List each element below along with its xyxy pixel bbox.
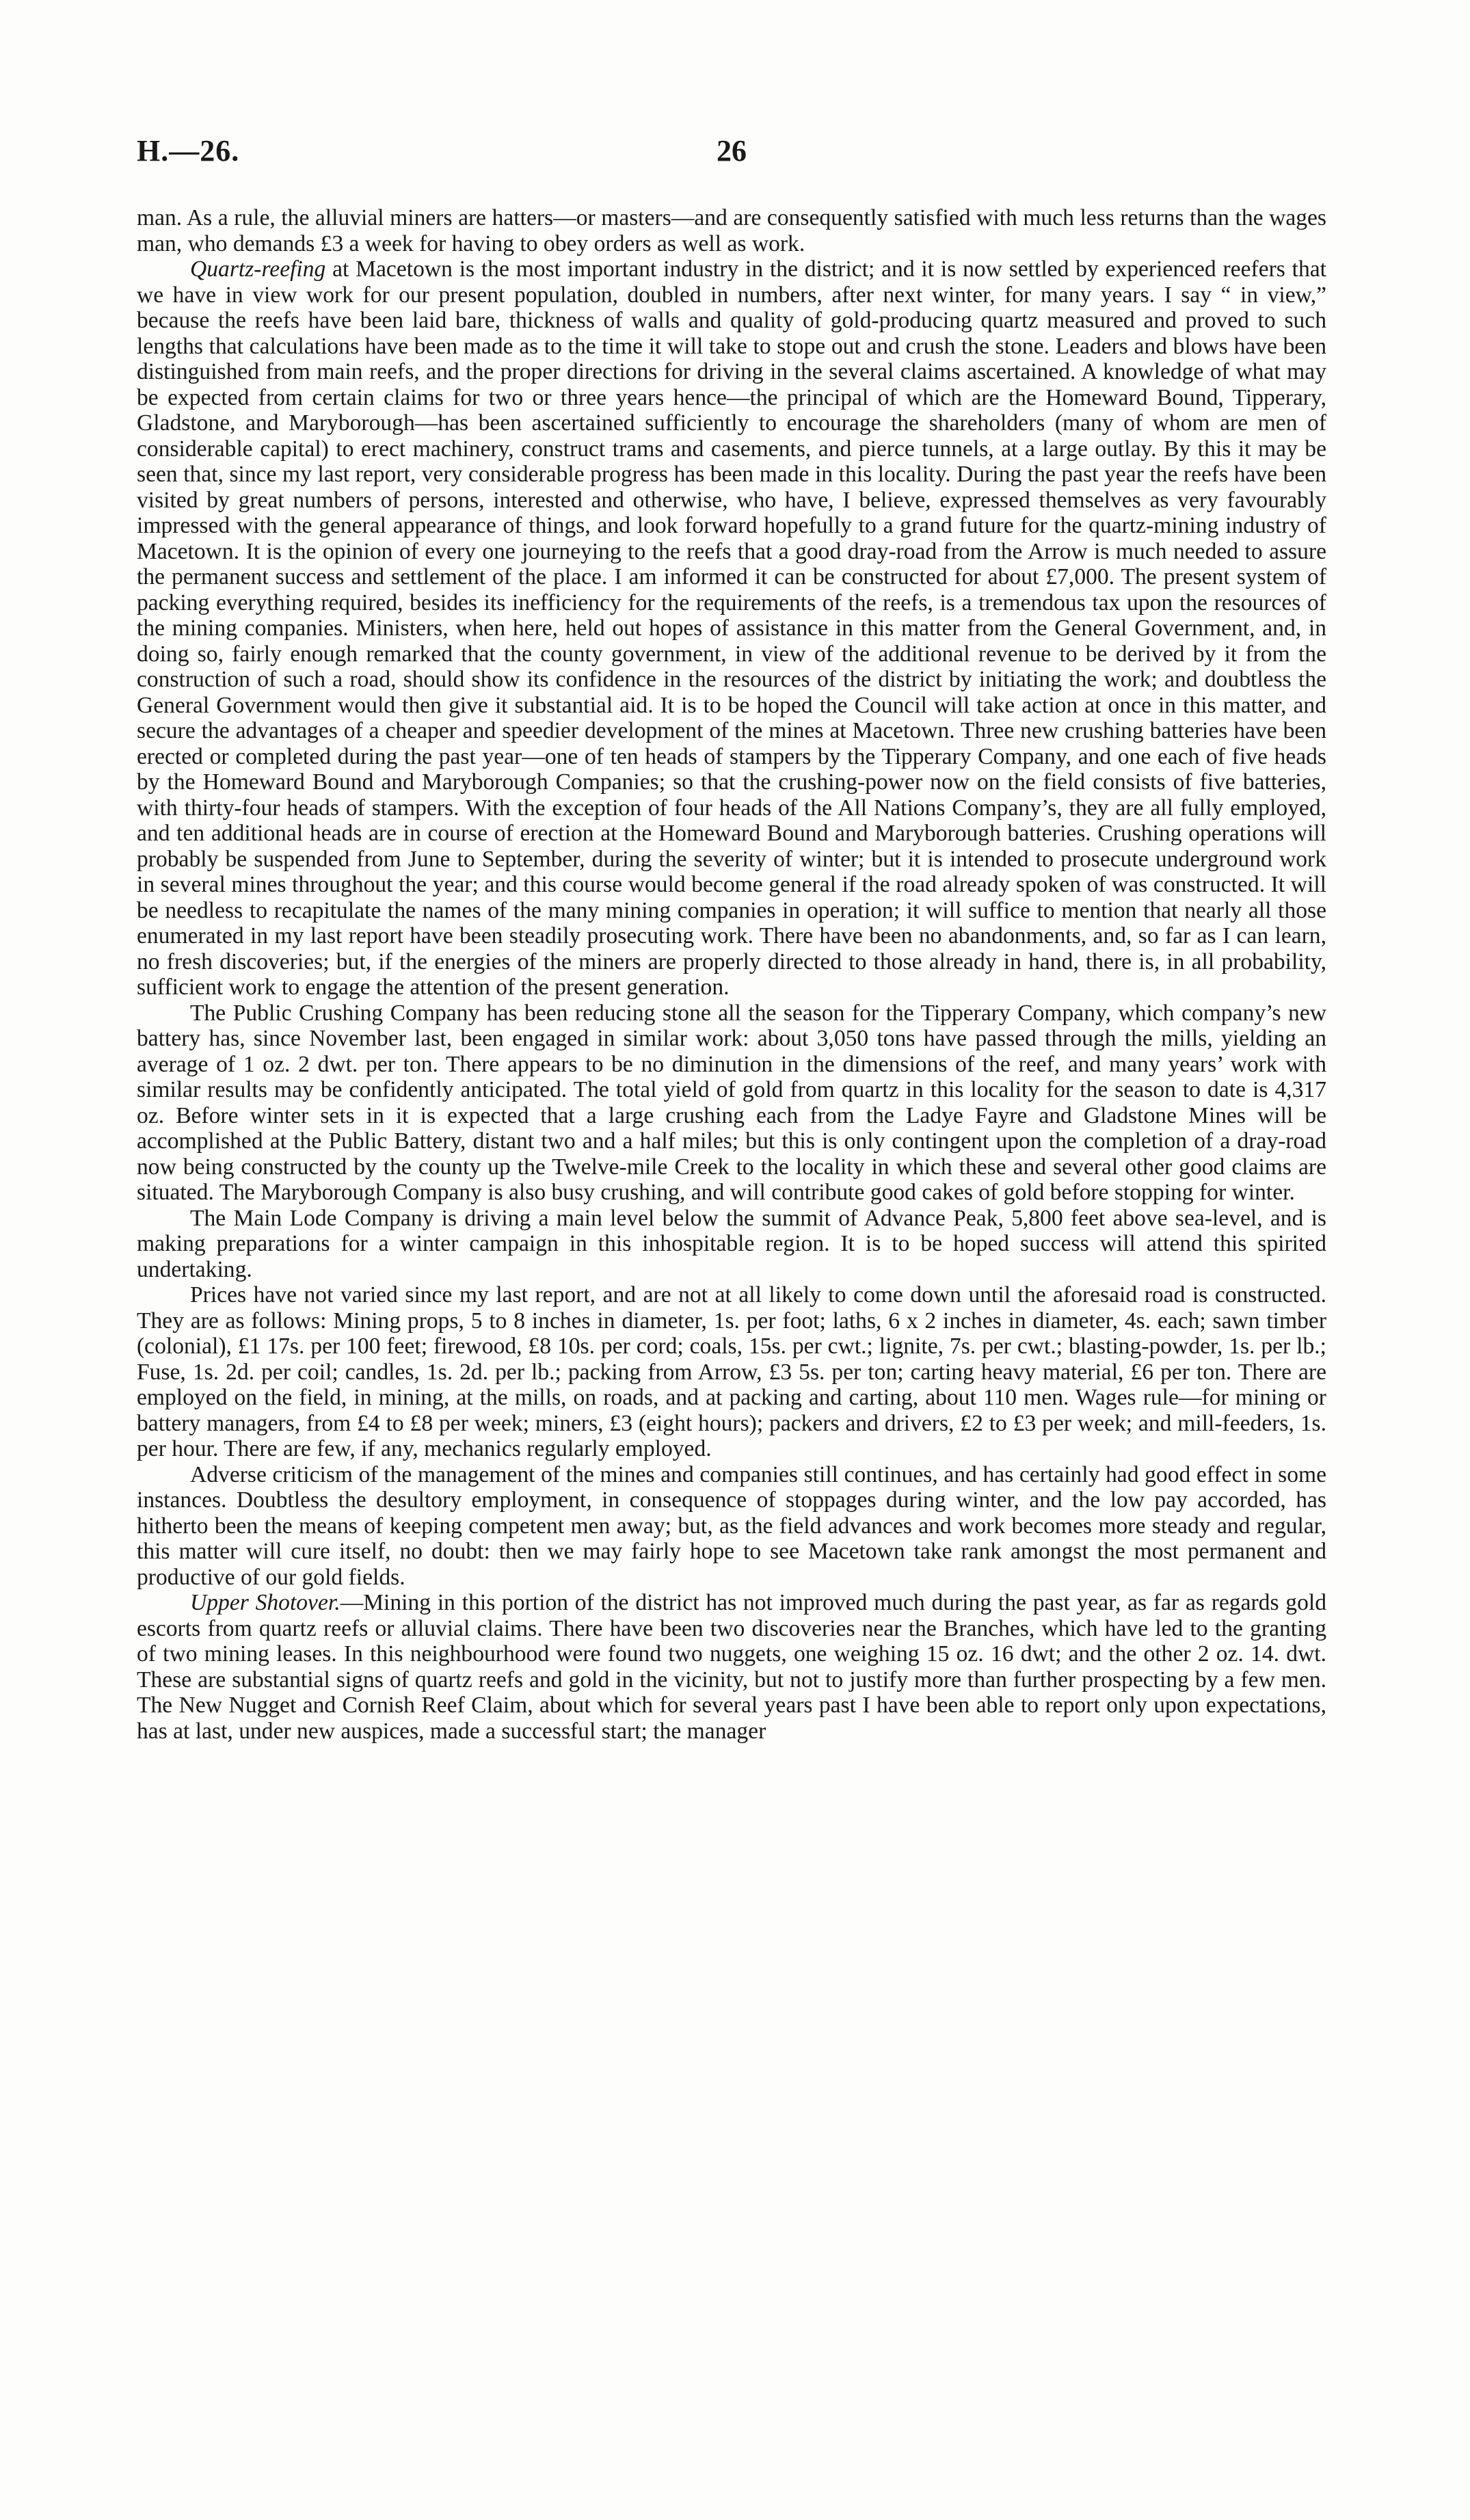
paragraph-text: Prices have not varied since my last report, and are not at all likely to come down until the aforesaid road is constructed. They are as follows: Mining props, 5 to 8 inches in diameter, 1s. per foot; laths, 6 x 2 inches in diameter, 4s. each; sawn timber (colonial), £1 17s. per 100 feet; firewood, £8 10s. per cord; coals, 15s. per cwt.; lignite, 7s. per cwt.; blasting-powder, 1s. per lb.; Fuse, 1s. 2d. per coil; candles, 1s. 2d. per lb.; packing from Arrow, £3 5s. per ton; carting heavy material, £6 per ton. There are employed on the field, in mining, at the mills, on roads, and at packing and carting, about 110 men. Wages rule—for mining or battery managers, from £4 to £8 per week; miners, £3 (eight hours); packers and drivers, £2 to £3 per week; and mill-feeders, 1s. per hour. There are few, if any, mechanics regularly employed.	[137, 1282, 1326, 1461]
paragraph-text: —Mining in this portion of the district has not improved much during the past year, as far as regards gold escorts from quartz reefs or alluvial claims. There have been two discoveries near the Branches, which have led to the granting of two mining leases. In this neighbourhood were found two nuggets, one weighing 15 oz. 16 dwt; and the other 2 oz. 14. dwt. These are substantial signs of quartz reefs and gold in the vicinity, but not to justify more than further prospecting by a few men. The New Nugget and Cornish Reef Claim, about which for several years past I have been able to report only upon expectations, has at last, under new auspices, made a successful start; the manager	[137, 1590, 1326, 1744]
page-header	[137, 133, 1326, 181]
document-reference: H.—26.	[137, 134, 240, 168]
paragraph-text: man. As a rule, the alluvial miners are hatters—or masters—and are consequently satisfied with much less returns than the wages man, who demands £3 a week for having to obey orders as well as work.	[137, 205, 1326, 256]
paragraph-public-crushing	[137, 1000, 1326, 1206]
paragraph-continuation	[137, 205, 1326, 256]
paragraph-text: at Macetown is the most important industry in the district; and it is now settled by experienced reefers that we have in view work for our present population, doubled in numbers, after next winter, for many years. I say “ in view,” because the reefs have been laid bare, thickness of walls and quality of gold-producing quartz measured and proved to such lengths that calculations have been made as to the time it will take to stope out and crush the stone. Leaders and blows have been distinguished from main reefs, and the proper directions for driving in the several claims ascertained. A knowledge of what may be expected from certain claims for two or three years hence—the principal of which are the Homeward Bound, Tipperary, Gladstone, and Maryborough—has been ascertained sufficiently to encourage the shareholders (many of whom are men of considerable capital) to erect machinery, construct trams and casements, and pierce tunnels, at a large outlay. By this it may be seen that, since my last report, very considerable progress has been made in this locality. During the past year the reefs have been visited by great numbers of persons, interested and otherwise, who have, I believe, expressed themselves as very favourably impressed with the general appearance of things, and look forward hopefully to a grand future for the quartz-mining industry of Macetown. It is the opinion of every one journeying to the reefs that a good dray-road from the Arrow is much needed to assure the permanent success and settlement of the place. I am informed it can be constructed for about £7,000. The present system of packing everything required, besides its inefficiency for the requirements of the reefs, is a tremendous tax upon the resources of the mining companies. Ministers, when here, held out hopes of assistance in this matter from the General Government, and, in doing so, fairly enough remarked that the county government, in view of the additional revenue to be derived by it from the construction of such a road, should show its confidence in the resources of the district by initiating the work; and doubtless the General Government would then give it substantial aid. It is to be hoped the Council will take action at once in this matter, and secure the advantages of a cheaper and speedier development of the mines at Macetown. Three new crushing batteries have been erected or completed during the past year—one of ten heads of stampers by the Tipperary Company, and one each of five heads by the Homeward Bound and Maryborough Companies; so that the crushing-power now on the field consists of five batteries, with thirty-four heads of stampers. With the exception of four heads of the All Nations Company’s, they are all fully employed, and ten additional heads are in course of erection at the Homeward Bound and Maryborough batteries. Crushing operations will probably be suspended from June to September, during the severity of winter; but it is intended to prosecute underground work in several mines throughout the year; and this course would become general if the road already spoken of was constructed. It will be needless to recapitulate the names of the many mining companies in operation; it will suffice to mention that nearly all those enumerated in my last report have been steadily prosecuting work. There have been no abandonments, and, so far as I can learn, no fresh discoveries; but, if the energies of the miners are properly directed to those already in hand, there is, in all probability, sufficient work to engage the attention of the present generation.	[137, 256, 1326, 1000]
paragraph-prices	[137, 1282, 1326, 1462]
body-text	[137, 205, 1326, 1744]
paragraph-main-lode	[137, 1206, 1326, 1283]
page-number: 26	[717, 134, 747, 168]
paragraph-quartz-reefing	[137, 256, 1326, 1000]
paragraph-text: The Main Lode Company is driving a main level below the summit of Advance Peak, 5,800 feet above sea-level, and is making preparations for a winter campaign in this inhospitable region. It is to be hoped success will attend this spirited undertaking.	[137, 1205, 1326, 1282]
paragraph-text: Adverse criticism of the management of the mines and companies still continues, and has certainly had good effect in some instances. Doubtless the desultory employment, in consequence of stoppages during winter, and the low pay accorded, has hitherto been the means of keeping competent men away; but, as the field advances and work becomes more steady and regular, this matter will cure itself, no doubt: then we may fairly hope to see Macetown take rank amongst the most permanent and productive of our gold fields.	[137, 1461, 1326, 1590]
paragraph-text: The Public Crushing Company has been reducing stone all the season for the Tipperary Company, which company’s new battery has, since November last, been engaged in similar work: about 3,050 tons have passed through the mills, yielding an average of 1 oz. 2 dwt. per ton. There appears to be no diminution in the dimensions of the reef, and many years’ work with similar results may be confidently anticipated. The total yield of gold from quartz in this locality for the season to date is 4,317 oz. Before winter sets in it is expected that a large crushing each from the Ladye Fayre and Gladstone Mines will be accomplished at the Public Battery, distant two and a half miles; but this is only contingent upon the completion of a dray-road now being constructed by the county up the Twelve-mile Creek to the locality in which these and several other good claims are situated. The Maryborough Company is also busy crushing, and will contribute good cakes of gold before stopping for winter.	[137, 1000, 1326, 1205]
paragraph-upper-shotover	[137, 1590, 1326, 1744]
paragraph-lead: Upper Shotover.	[190, 1590, 340, 1615]
paragraph-criticism	[137, 1462, 1326, 1591]
paragraph-lead: Quartz-reefing	[190, 256, 326, 282]
